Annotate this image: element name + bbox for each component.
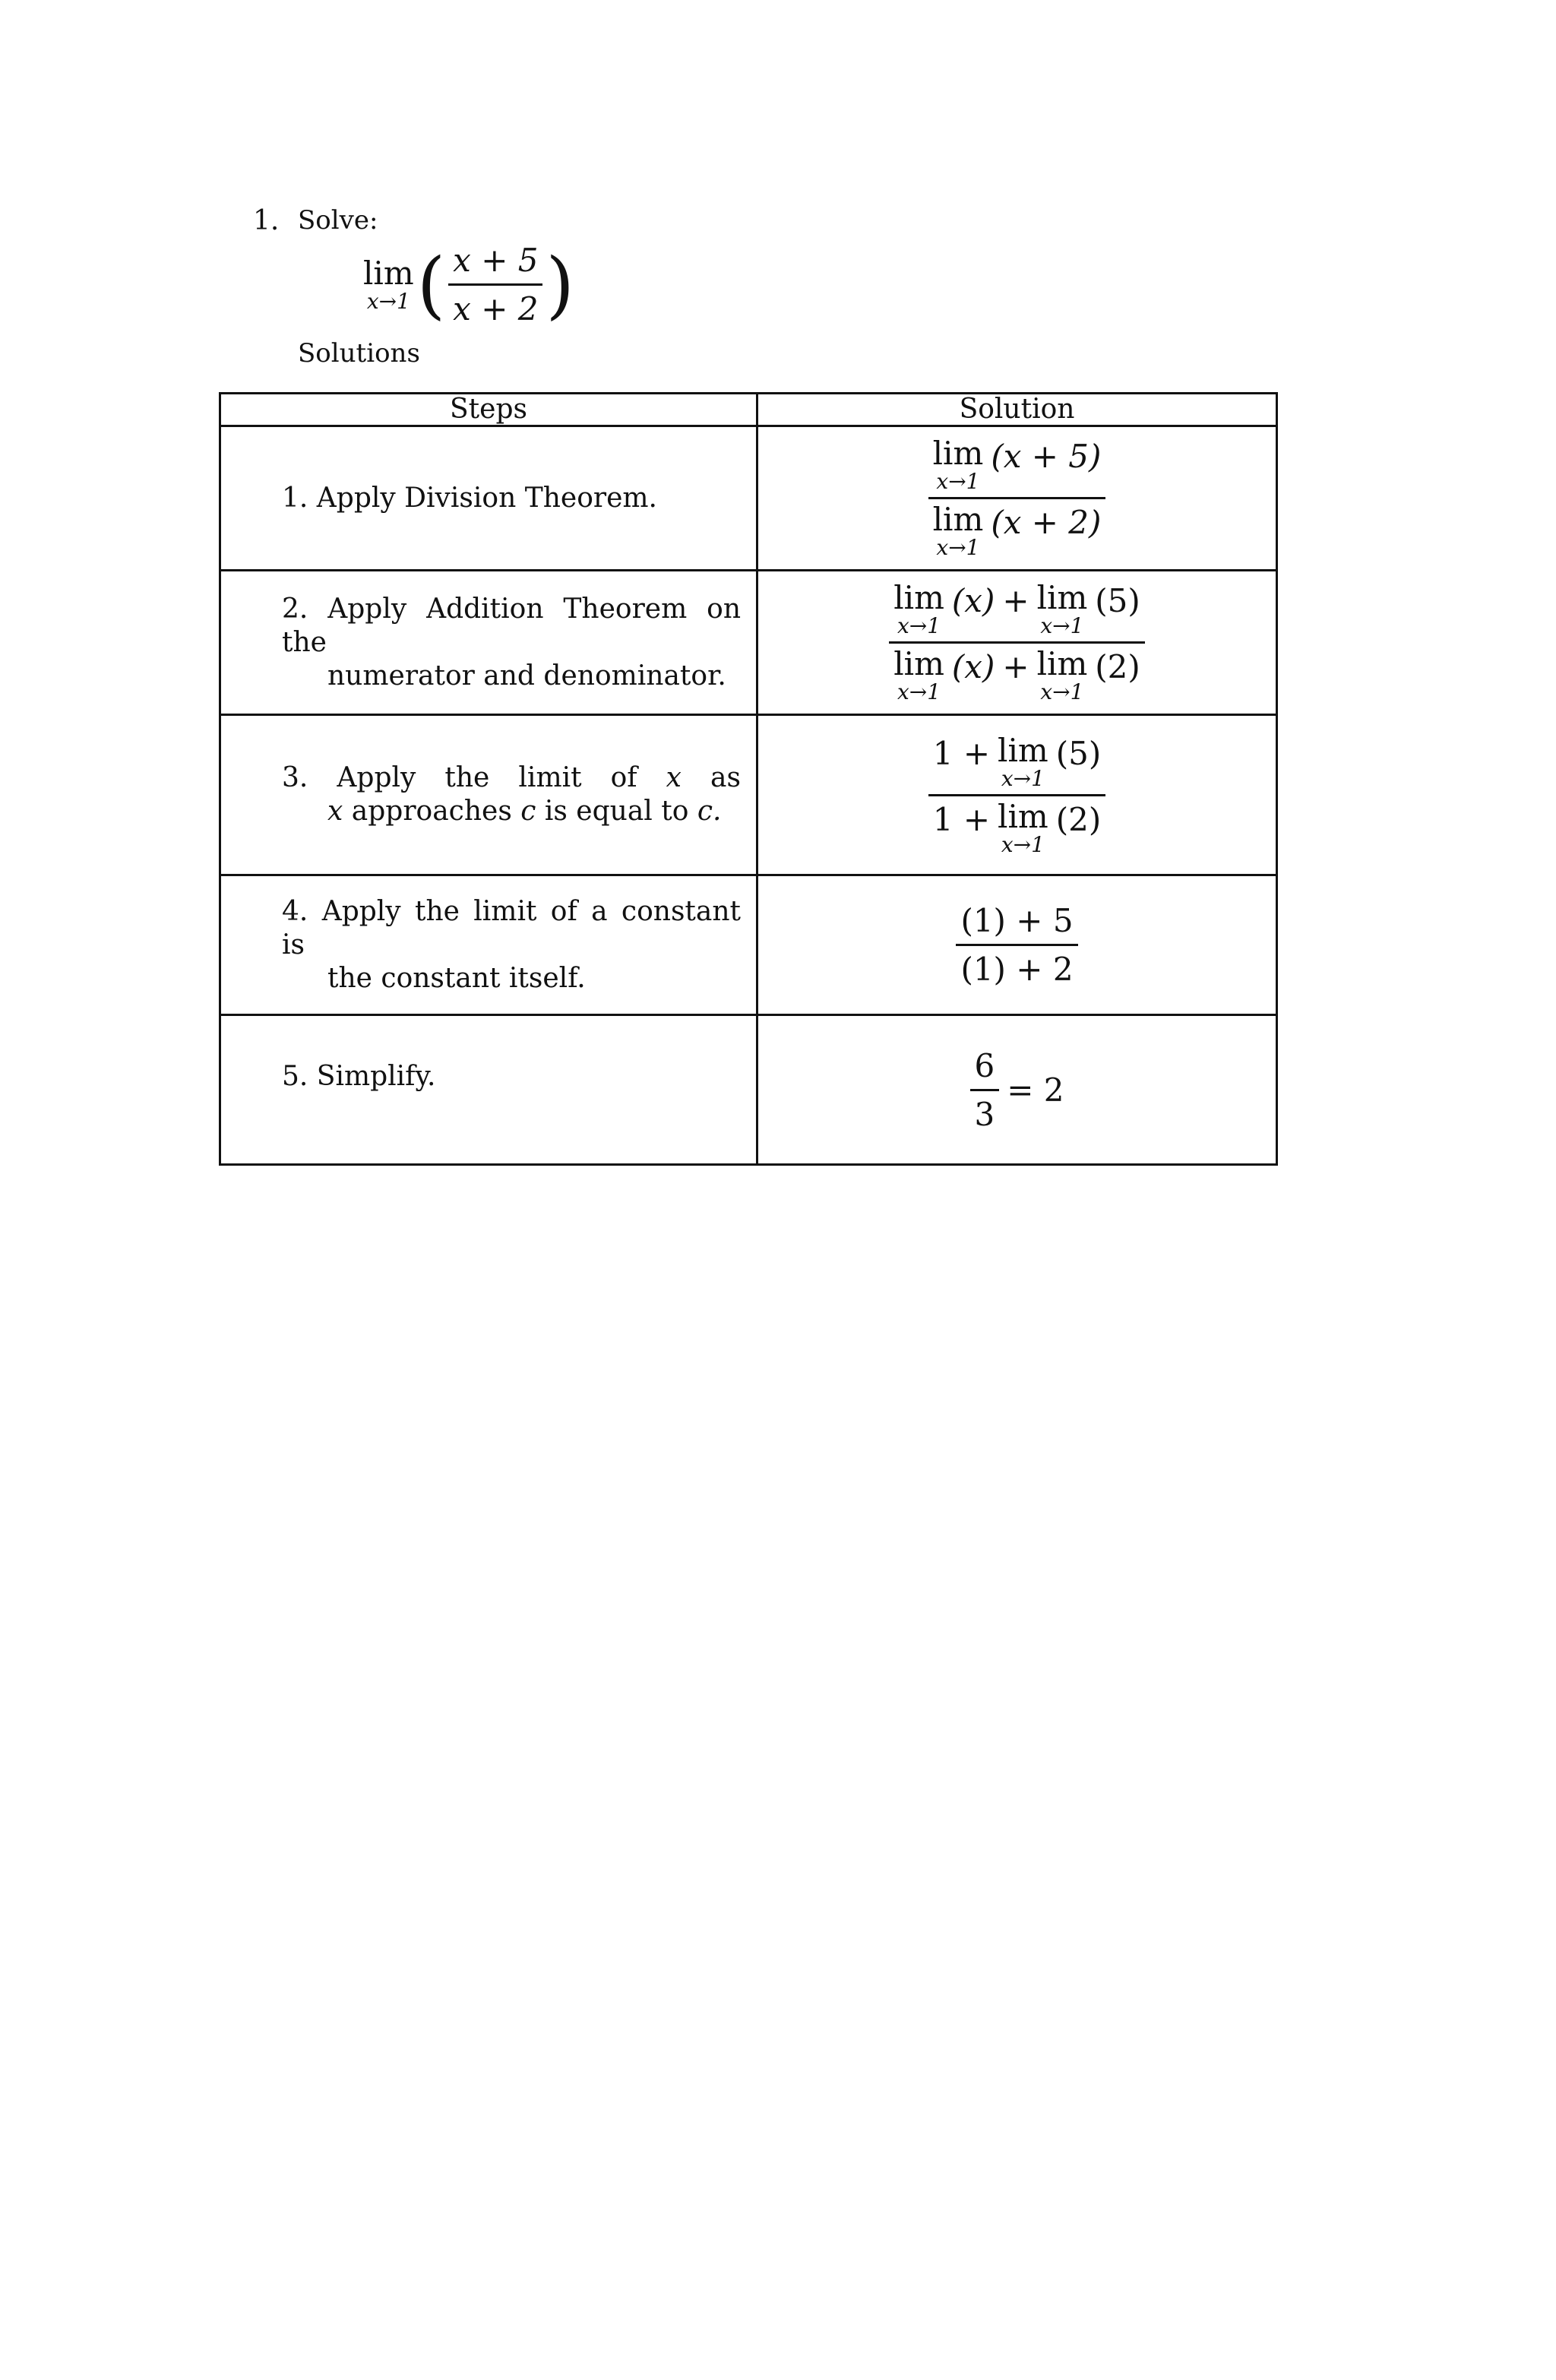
- lim-operator: lim: [932, 435, 984, 472]
- question-number: 1.: [253, 205, 280, 236]
- lim-argument: (x): [951, 582, 995, 619]
- step-word: as: [710, 762, 741, 793]
- close-paren: ): [546, 242, 574, 328]
- solution-table: [219, 392, 1278, 1166]
- problem-denominator: x + 2: [448, 283, 542, 328]
- lim-operator: lim: [998, 731, 1048, 769]
- lim-operator: lim: [932, 501, 984, 538]
- lim-operator: lim: [1036, 579, 1088, 616]
- step-word: x: [666, 762, 682, 793]
- lim-argument: (x + 5): [991, 438, 1102, 475]
- step-line: 4. Apply the limit of a constant is: [282, 895, 741, 961]
- lim-operator: lim: [998, 797, 1048, 835]
- solution-expression: [928, 435, 1106, 560]
- lim-argument: (x): [951, 648, 995, 685]
- step-word: c.: [697, 796, 722, 827]
- equals-result: = 2: [1007, 1071, 1064, 1109]
- fraction-numerator: (1) + 5: [960, 902, 1074, 939]
- lim-subscript: x→1: [1001, 765, 1045, 791]
- step-line: 2. Apply Addition Theorem on the: [282, 593, 741, 658]
- question-label: Solve:: [298, 205, 378, 236]
- lim-subscript: x→1: [897, 679, 941, 704]
- step-word: Apply: [337, 762, 416, 793]
- lim-subscript: x→1: [936, 469, 980, 494]
- step-text: 5. Simplify.: [282, 1061, 436, 1092]
- solution-expression: [889, 579, 1145, 704]
- lim-argument: (x + 2): [991, 504, 1102, 541]
- lim-argument: (5): [1095, 582, 1140, 619]
- lim-operator: lim: [893, 579, 944, 616]
- header-steps: Steps: [220, 394, 757, 426]
- table-row: [220, 875, 1277, 1015]
- plus-sign: +: [1002, 582, 1029, 619]
- lim-argument: (2): [1055, 800, 1102, 838]
- lim-subscript: x→1: [1001, 831, 1045, 857]
- lim-subscript: x→1: [936, 535, 980, 560]
- solutions-label: Solutions: [298, 338, 420, 369]
- step-word: the: [444, 762, 490, 793]
- step-line: [282, 795, 741, 828]
- fraction-denominator: (1) + 2: [956, 944, 1077, 988]
- header-solution: Solution: [757, 394, 1277, 426]
- table-row: [220, 715, 1277, 875]
- step-text: [221, 593, 756, 693]
- lim-subscript: x→1: [1040, 679, 1084, 704]
- plus-sign: +: [1002, 648, 1029, 685]
- step-line: [282, 761, 741, 795]
- table-row: [220, 571, 1277, 715]
- lim-operator: lim: [363, 254, 414, 292]
- problem-numerator: x + 5: [453, 242, 539, 279]
- step-word: c: [520, 796, 536, 827]
- open-paren: (: [416, 242, 446, 328]
- constant-term: 1 +: [932, 734, 991, 772]
- table-row: [220, 426, 1277, 571]
- solution-expression: [956, 902, 1077, 988]
- lim-operator: lim: [1036, 645, 1088, 682]
- step-text: 1. Apply Division Theorem.: [282, 482, 657, 514]
- solution-expression: [970, 1047, 1064, 1133]
- step-word: of: [610, 762, 637, 793]
- fraction-denominator: 3: [970, 1089, 1000, 1133]
- lim-operator: lim: [893, 645, 944, 682]
- lim-argument: (2): [1095, 648, 1140, 685]
- table-row: [220, 1015, 1277, 1165]
- step-word: 3.: [282, 762, 308, 793]
- table-header-row: [220, 394, 1277, 426]
- solution-expression: [928, 731, 1105, 857]
- lim-argument: (5): [1055, 734, 1102, 772]
- step-line: the constant itself.: [327, 962, 586, 994]
- step-text: [221, 895, 756, 995]
- step-word: is equal to: [544, 796, 689, 827]
- step-word: limit: [518, 762, 582, 793]
- step-line: numerator and denominator.: [327, 660, 726, 692]
- constant-term: 1 +: [932, 800, 991, 838]
- problem-expression: [363, 242, 574, 328]
- lim-subscript: x→1: [366, 288, 410, 314]
- fraction-numerator: 6: [974, 1046, 995, 1084]
- step-word: approaches: [351, 796, 512, 827]
- step-text: [221, 761, 756, 828]
- lim-subscript: x→1: [897, 613, 941, 638]
- step-word: x: [327, 796, 343, 827]
- lim-subscript: x→1: [1040, 613, 1084, 638]
